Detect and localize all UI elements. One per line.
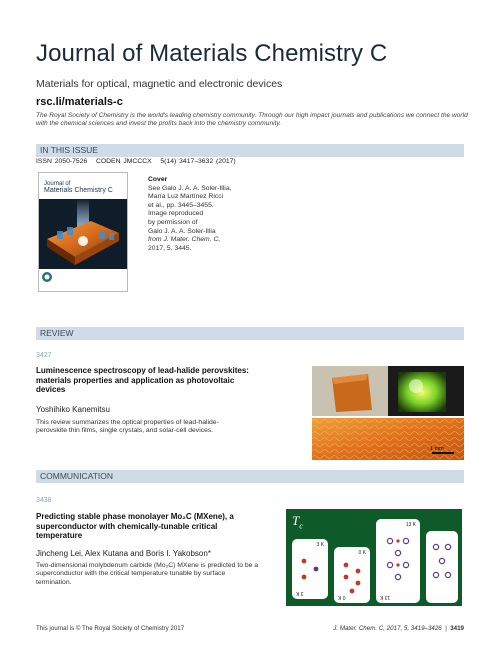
- issn-line: [36, 158, 236, 165]
- footer-page-number: 3419: [450, 625, 464, 632]
- cover-mini-title-line1: Journal of: [44, 181, 71, 187]
- footer-citation: J. Mater. Chem. C, 2017, 5, 3419–3426 | 3419: [333, 625, 464, 632]
- communication-page-number[interactable]: 3438: [36, 497, 52, 504]
- review-page-number[interactable]: 3427: [36, 352, 52, 359]
- cover-mini-title-line2: Materials Chemistry C: [44, 186, 113, 194]
- scale-bar-label: 1 mm: [430, 446, 444, 452]
- review-summary: This review summarizes the optical properties of lead-halide-perovskite thin films, single crystals, and solar-cell devices.: [36, 419, 219, 435]
- footer-cite: J. Mater. Chem. C, 2017, 5, 3419–3426: [333, 625, 442, 632]
- perovskite-film-micrograph: [312, 418, 464, 460]
- cover-line: et al., pp. 3445–3455.: [148, 201, 214, 209]
- card-3k-atoms: [292, 539, 328, 599]
- volume-pages: 5(14) 3417–3632 (2017): [160, 158, 236, 165]
- coden: CODEN JMCCCX: [95, 158, 152, 165]
- card-0k-atoms: [334, 547, 370, 603]
- review-title[interactable]: Luminescence spectroscopy of lead-halide perovskites: materials properties and application as photovoltaic devices: [36, 366, 249, 395]
- card-extra: [426, 531, 458, 603]
- card-0k: [334, 547, 370, 603]
- cover-heading: Cover: [148, 176, 168, 183]
- cover-line: See Galo J. A. A. Soler-Illia,: [148, 184, 232, 192]
- cover-artwork: [39, 173, 127, 291]
- cover-line: from J. Mater. Chem. C,: [148, 236, 221, 244]
- journal-subtitle: Materials for optical, magnetic and electronic devices: [36, 78, 283, 90]
- communication-authors: Jincheng Lei, Alex Kutana and Boris I. Yakobson*: [36, 549, 211, 558]
- card-extra-atoms: [426, 531, 458, 603]
- card-3k: [292, 539, 328, 599]
- card-0k-top-label: 0 K: [358, 550, 366, 556]
- tc-letter: T: [292, 513, 300, 528]
- cover-line: Image reproduced: [148, 210, 204, 218]
- tc-subscript: c: [299, 521, 303, 531]
- card-13k-atoms: [376, 519, 420, 603]
- card-13k-top-label: 13 K: [405, 522, 416, 528]
- communication-header: COMMUNICATION: [36, 470, 464, 483]
- cover-caption: [148, 176, 232, 253]
- perovskite-crystals-image: [312, 366, 464, 416]
- review-figure-bottom: [312, 418, 464, 460]
- mxene-figure: [286, 509, 462, 606]
- card-13k: [376, 519, 420, 603]
- cover-line: by permission of: [148, 218, 198, 226]
- card-0k-bottom-label: 0 K: [338, 594, 346, 600]
- communication-summary: Two-dimensional molybdenum carbide (Mo₂C) MXene is predicted to be a superconductor with the critical temperature tunable by surface termination.: [36, 562, 259, 586]
- footer-copyright: This journal is © The Royal Society of Chemistry 2017: [36, 625, 185, 632]
- cover-line: María Luz Martínez Ricci: [148, 193, 224, 201]
- rsc-statement: The Royal Society of Chemistry is the world's leading chemistry community. Through our high impact journals and publications we connect the world with the chemical sciences and invest the profits back into the chemistry community.: [36, 112, 468, 128]
- card-3k-top-label: 3 K: [316, 542, 324, 548]
- review-header: REVIEW: [36, 327, 464, 340]
- journal-url-link[interactable]: rsc.li/materials-c: [36, 96, 123, 108]
- cover-line: 2017, 5, 3445.: [148, 244, 192, 252]
- tc-label: [292, 513, 303, 531]
- cover-image[interactable]: [38, 172, 128, 292]
- cover-line: Galo J. A. A. Soler-Illia: [148, 227, 216, 235]
- issn: ISSN 2050-7526: [36, 158, 88, 165]
- card-13k-bottom-label: 13 K: [380, 594, 391, 600]
- communication-title[interactable]: Predicting stable phase monolayer Mo₂C (MXene), a superconductor with chemically-tunable critical temperature: [36, 512, 234, 541]
- card-3k-bottom-label: 3 K: [296, 590, 304, 596]
- in-this-issue-header: IN THIS ISSUE: [36, 144, 464, 157]
- review-figure-top: [312, 366, 464, 416]
- journal-title: Journal of Materials Chemistry C: [36, 40, 388, 67]
- review-authors: Yoshihiko Kanemitsu: [36, 405, 110, 414]
